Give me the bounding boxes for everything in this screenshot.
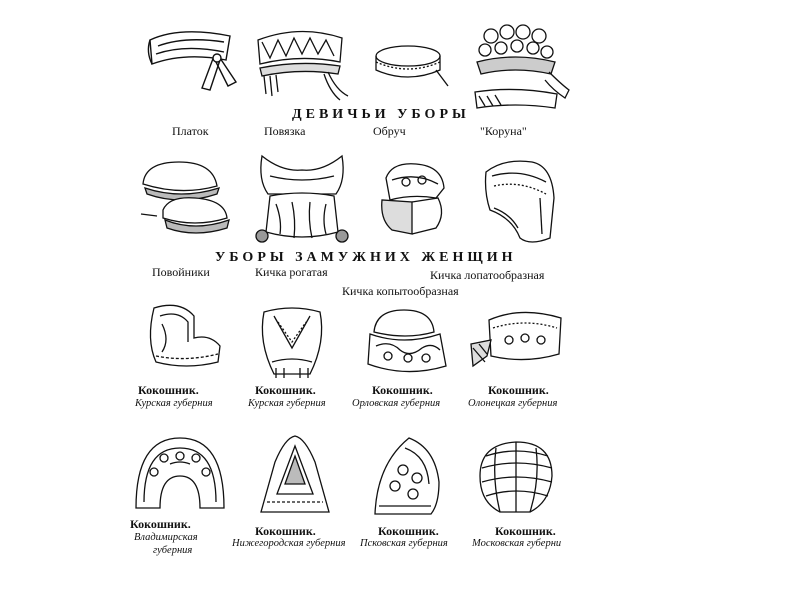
label-povoiniki: Повойники (152, 265, 210, 279)
section-title-maiden: ДЕВИЧЬИ УБОРЫ (292, 107, 470, 122)
hoop-icon (370, 40, 450, 90)
kokoshnik-title-vladimir: Кокошник. (130, 517, 191, 531)
kokoshnik-title-kursk-1: Кокошник. (138, 383, 199, 397)
kokoshnik-region-olonets: Олонецкая губерния (468, 398, 558, 409)
label-povyazka: Повязка (264, 124, 306, 138)
kokoshnik-region-vladimir-line1: Владимирская (134, 532, 198, 543)
kokoshnik-title-moscow: Кокошник. (495, 524, 556, 538)
kokoshnik-title-olonets: Кокошник. (488, 383, 549, 397)
label-koruna: "Коруна" (480, 124, 527, 138)
povoinik-icon (135, 156, 240, 238)
crown-icon (465, 22, 575, 112)
kokoshnik-icon (470, 436, 560, 516)
kokoshnik-icon (255, 432, 335, 516)
kokoshnik-region-orel: Орловская губерния (352, 398, 441, 409)
kokoshnik-icon (365, 434, 445, 518)
kerchief-icon (140, 22, 240, 94)
kokoshnik-title-orel: Кокошник. (372, 383, 433, 397)
label-kichka-rogataya: Кичка рогатая (255, 265, 328, 279)
kokoshnik-region-vladimir-line2: губерния (153, 545, 193, 556)
kokoshnik-region-moscow: Московская губерни (472, 538, 562, 549)
kokoshnik-title-kursk-2: Кокошник. (255, 383, 316, 397)
kokoshnik-icon (140, 300, 230, 372)
kokoshnik-title-nizhny: Кокошник. (255, 524, 316, 538)
kokoshnik-title-pskov: Кокошник. (378, 524, 439, 538)
headband-icon (250, 20, 350, 104)
label-obruch: Обруч (373, 124, 406, 138)
kokoshnik-region-kursk-1: Курская губерния (135, 398, 213, 409)
kokoshnik-region-pskov: Псковская губерния (360, 538, 448, 549)
label-kichka-lopatoobraznaya: Кичка лопатообразная (430, 268, 545, 282)
kokoshnik-icon (465, 304, 575, 380)
kokoshnik-icon (130, 432, 230, 514)
kokoshnik-icon (360, 306, 450, 378)
kokoshnik-region-kursk-2: Курская губерния (248, 398, 326, 409)
spade-kichka-icon (480, 158, 560, 248)
label-kichka-kopytoobraznaya: Кичка копытообразная (342, 284, 459, 298)
kokoshnik-icon (252, 302, 332, 380)
hoof-kichka-icon (372, 158, 452, 238)
section-title-married: УБОРЫ ЗАМУЖНИХ ЖЕНЩИН (215, 250, 517, 265)
horned-kichka-icon (252, 150, 352, 250)
label-platok: Платок (172, 124, 209, 138)
kokoshnik-region-nizhny: Нижегородская губерния (232, 538, 346, 549)
